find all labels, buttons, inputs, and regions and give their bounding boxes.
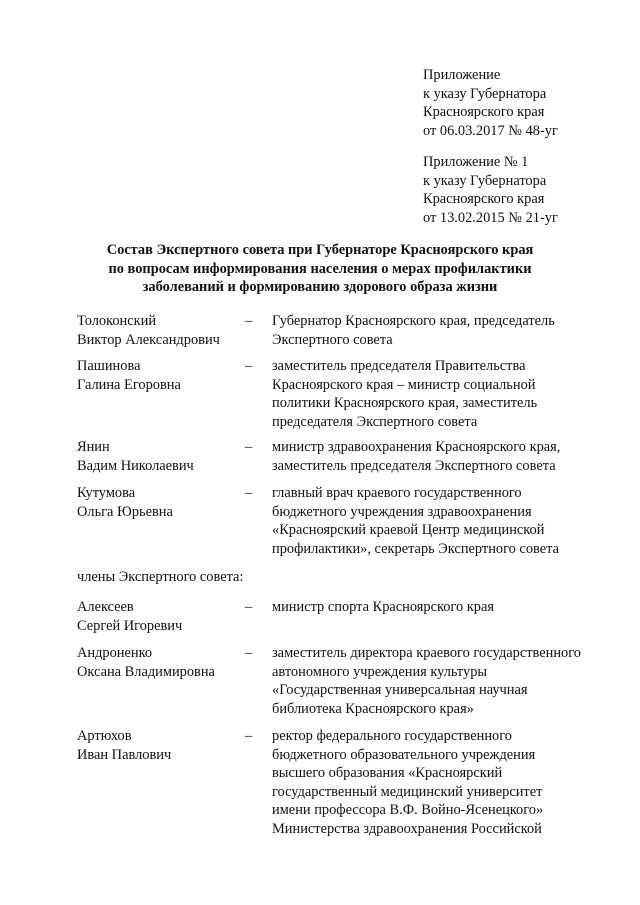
member-role [272,598,494,617]
entry-dash: – [245,439,253,455]
member-role [272,644,581,718]
entry-dash: – [245,485,253,501]
member-role [272,438,560,475]
member-given-names: Ольга Юрьевна [77,503,173,520]
entry-dash: – [245,358,253,374]
member-name [77,438,194,475]
member-role-line: министр спорта Красноярского края [272,599,494,615]
member-role [272,727,543,838]
annex-stamp-line: Приложение [423,67,501,83]
annex-stamp-line: Приложение № 1 [423,154,529,170]
member-surname: Янин [77,439,110,455]
member-role [272,484,559,558]
entry-dash: – [245,599,253,615]
member-role [272,312,555,349]
member-role-line: Губернатор Красноярского края, председатель [272,313,555,329]
member-role-line: бюджетного учреждения здравоохранения [272,503,532,520]
member-role-line: «Красноярский краевой Центр медицинской [272,522,545,538]
member-surname: Толоконский [77,313,157,329]
member-role-line: библиотека Красноярского края» [272,700,474,717]
member-name [77,644,215,681]
member-role-line: профилактики», секретарь Экспертного совета [272,540,559,557]
member-role-line: Красноярского края – министр социальной [272,376,536,393]
member-given-names: Виктор Александрович [77,331,220,348]
member-role-line: главный врач краевого государственного [272,485,522,501]
member-surname: Андроненко [77,645,153,661]
annex-stamp-line: к указу Губернатора [423,85,547,102]
member-role-line: заместитель председателя Правительства [272,358,526,374]
member-name [77,312,220,349]
member-role-line: Экспертного совета [272,331,393,348]
member-surname: Артюхов [77,728,132,744]
annex-stamp-line: к указу Губернатора [423,172,547,189]
member-role-line: председателя Экспертного совета [272,413,478,430]
member-role-line: политики Красноярского края, заместитель [272,395,538,411]
document-title-line: по вопросам информирования населения о мерах профилактики [108,260,532,277]
member-name [77,484,173,521]
document-title-line: заболеваний и формированию здорового образа жизни [142,279,498,295]
entry-dash: – [245,728,253,744]
member-role-line: министр здравоохранения Красноярского края, [272,439,561,455]
member-given-names: Иван Павлович [77,746,172,763]
member-role-line: государственный медицинский университет [272,783,543,800]
member-role-line: «Государственная универсальная научная [272,682,528,698]
member-given-names: Вадим Николаевич [77,457,194,474]
member-role-line: высшего образования «Красноярский [272,765,503,781]
member-given-names: Галина Егоровна [77,376,181,393]
annex-stamp-current [423,66,558,140]
member-role-line: заместитель председателя Экспертного совета [272,457,556,474]
member-role [272,357,537,431]
member-name [77,598,182,635]
member-role-line: автономного учреждения культуры [272,663,488,680]
member-surname: Пашинова [77,358,141,374]
annex-stamp-line: от 13.02.2015 № 21-уг [423,209,558,226]
member-role-line: имени профессора В.Ф. Войно-Ясенецкого» [272,802,544,818]
members-heading: члены Экспертного совета: [77,569,244,585]
entry-dash: – [245,645,253,661]
annex-stamp-line: Красноярского края [423,104,545,120]
annex-stamp-original [423,153,558,227]
member-surname: Алексеев [77,599,134,615]
member-name [77,727,171,764]
member-surname: Кутумова [77,485,136,501]
member-role-line: заместитель директора краевого государственного [272,645,581,661]
annex-stamp-line: Красноярского края [423,191,545,207]
member-name [77,357,181,394]
annex-stamp-line: от 06.03.2017 № 48-уг [423,122,558,139]
member-given-names: Оксана Владимировна [77,663,215,680]
document-title-line: Состав Экспертного совета при Губернаторе Красноярского края [106,242,534,258]
member-role-line: Министерства здравоохранения Российской [272,820,542,837]
member-given-names: Сергей Игоревич [77,617,183,634]
member-role-line: бюджетного образовательного учреждения [272,746,536,763]
member-role-line: ректор федерального государственного [272,728,512,744]
document-title [0,241,640,297]
entry-dash: – [245,313,253,329]
